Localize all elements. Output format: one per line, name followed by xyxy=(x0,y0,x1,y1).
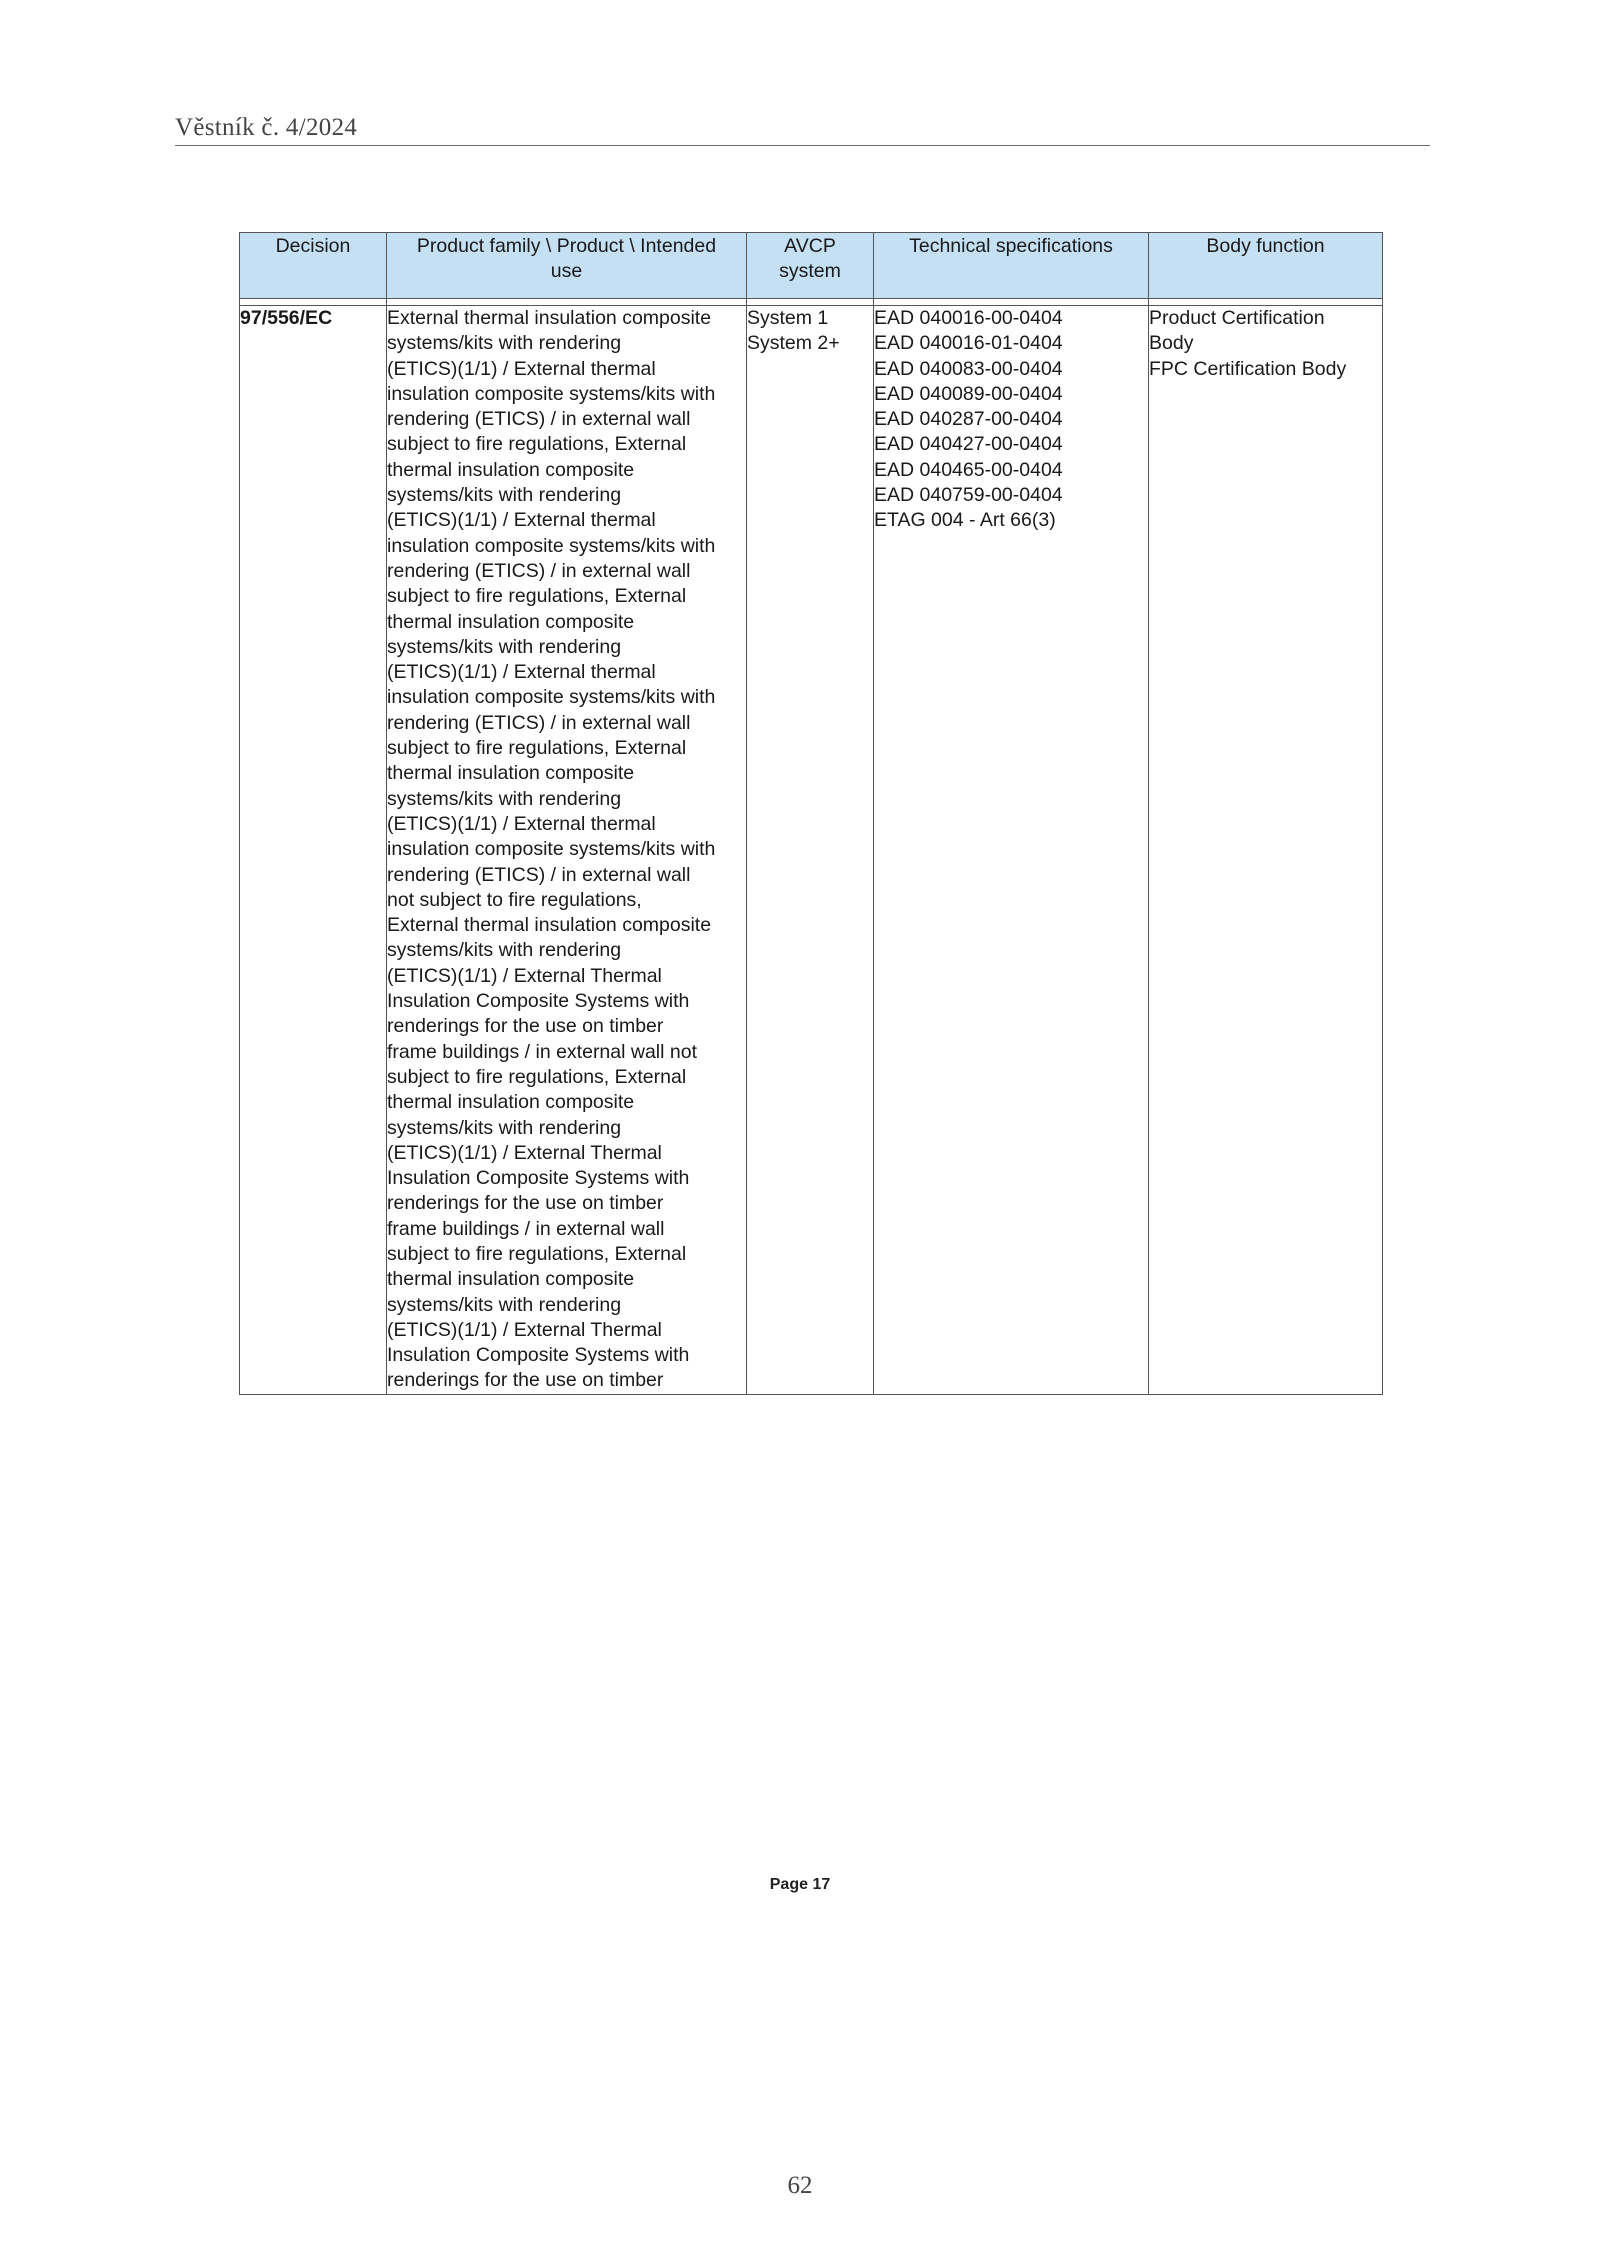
product-family-line: subject to fire regulations, External xyxy=(387,585,687,608)
product-family-line: systems/kits with rendering xyxy=(387,939,622,962)
avcp-system-cell xyxy=(747,306,874,1395)
product-family-lines xyxy=(387,306,746,1394)
page-number: 62 xyxy=(787,2172,813,2199)
product-family-line: insulation composite systems/kits with xyxy=(387,838,716,861)
product-family-line: systems/kits with rendering xyxy=(387,787,622,810)
technical-specifications-lines xyxy=(874,306,1148,534)
column-header-avcp-system: AVCP system xyxy=(747,233,874,299)
body-function-line: FPC Certification Body xyxy=(1149,357,1347,380)
body-function-lines xyxy=(1149,306,1382,382)
product-family-line: thermal insulation composite xyxy=(387,458,635,481)
technical-specification-line: EAD 040016-01-0404 xyxy=(874,332,1063,355)
product-family-line: renderings for the use on timber xyxy=(387,1015,664,1038)
product-family-line: subject to fire regulations, External xyxy=(387,737,687,760)
product-family-line: (ETICS)(1/1) / External Thermal xyxy=(387,1141,662,1164)
decisions-table xyxy=(239,232,1383,1395)
technical-specification-line: EAD 040083-00-0404 xyxy=(874,357,1063,380)
product-family-line: (ETICS)(1/1) / External thermal xyxy=(387,509,656,532)
product-family-line: (ETICS)(1/1) / External thermal xyxy=(387,357,656,380)
product-family-line: subject to fire regulations, External xyxy=(387,1065,687,1088)
table-header-row xyxy=(240,233,1383,299)
product-family-line: frame buildings / in external wall xyxy=(387,1217,665,1240)
product-family-line: thermal insulation composite xyxy=(387,762,635,785)
product-family-line: systems/kits with rendering xyxy=(387,635,622,658)
product-family-line: Insulation Composite Systems with xyxy=(387,1344,690,1367)
technical-specification-line: ETAG 004 - Art 66(3) xyxy=(874,509,1056,532)
column-header-product-family: Product family \ Product \ Intended use xyxy=(387,233,747,299)
product-family-line: subject to fire regulations, External xyxy=(387,1242,687,1265)
product-family-line: Insulation Composite Systems with xyxy=(387,990,690,1013)
product-family-line: thermal insulation composite xyxy=(387,1268,635,1291)
product-family-line: frame buildings / in external wall not xyxy=(387,1040,697,1063)
product-family-line: (ETICS)(1/1) / External Thermal xyxy=(387,964,662,987)
journal-title: Věstník č. 4/2024 xyxy=(175,114,358,141)
product-family-line: systems/kits with rendering xyxy=(387,1116,622,1139)
body-function-line: Body xyxy=(1149,332,1194,355)
product-family-line: thermal insulation composite xyxy=(387,1091,635,1114)
technical-specification-line: EAD 040089-00-0404 xyxy=(874,382,1063,405)
product-family-line: External thermal insulation composite xyxy=(387,914,712,937)
technical-specification-line: EAD 040759-00-0404 xyxy=(874,484,1063,507)
product-family-line: insulation composite systems/kits with xyxy=(387,534,716,557)
technical-specifications-cell xyxy=(874,306,1149,1395)
product-family-line: renderings for the use on timber xyxy=(387,1369,664,1392)
product-family-line: systems/kits with rendering xyxy=(387,1293,622,1316)
product-family-line: rendering (ETICS) / in external wall xyxy=(387,408,691,431)
product-family-line: (ETICS)(1/1) / External Thermal xyxy=(387,1318,662,1341)
product-family-line: rendering (ETICS) / in external wall xyxy=(387,559,691,582)
product-family-cell xyxy=(387,306,747,1395)
technical-specification-line: EAD 040287-00-0404 xyxy=(874,408,1063,431)
product-family-line: insulation composite systems/kits with xyxy=(387,382,716,405)
product-family-line: (ETICS)(1/1) / External thermal xyxy=(387,661,656,684)
column-header-body-function: Body function xyxy=(1149,233,1383,299)
header-spacer-row xyxy=(240,299,1383,306)
product-family-line: insulation composite systems/kits with xyxy=(387,686,716,709)
body-function-cell xyxy=(1149,306,1383,1395)
product-family-line: thermal insulation composite xyxy=(387,610,635,633)
table-row xyxy=(240,306,1383,1395)
product-family-line: systems/kits with rendering xyxy=(387,484,622,507)
technical-specification-line: EAD 040427-00-0404 xyxy=(874,433,1063,456)
product-family-line: rendering (ETICS) / in external wall xyxy=(387,711,691,734)
page-header xyxy=(175,112,1430,146)
page-label: Page 17 xyxy=(769,1876,831,1893)
product-family-line: Insulation Composite Systems with xyxy=(387,1167,690,1190)
decision-cell: 97/556/EC xyxy=(240,306,387,1395)
avcp-system-line: System 2+ xyxy=(747,332,840,355)
column-header-technical-specifications: Technical specifications xyxy=(874,233,1149,299)
column-header-decision: Decision xyxy=(240,233,387,299)
product-family-line: renderings for the use on timber xyxy=(387,1192,664,1215)
product-family-line: systems/kits with rendering xyxy=(387,332,622,355)
product-family-line: subject to fire regulations, External xyxy=(387,433,687,456)
avcp-system-lines xyxy=(747,306,873,357)
product-family-line: External thermal insulation composite xyxy=(387,307,712,329)
technical-specification-line: EAD 040016-00-0404 xyxy=(874,307,1063,329)
body-function-line: Product Certification xyxy=(1149,307,1325,329)
product-family-line: not subject to fire regulations, xyxy=(387,888,642,911)
technical-specification-line: EAD 040465-00-0404 xyxy=(874,458,1063,481)
avcp-system-line: System 1 xyxy=(747,307,829,329)
product-family-line: (ETICS)(1/1) / External thermal xyxy=(387,812,656,835)
product-family-line: rendering (ETICS) / in external wall xyxy=(387,863,691,886)
